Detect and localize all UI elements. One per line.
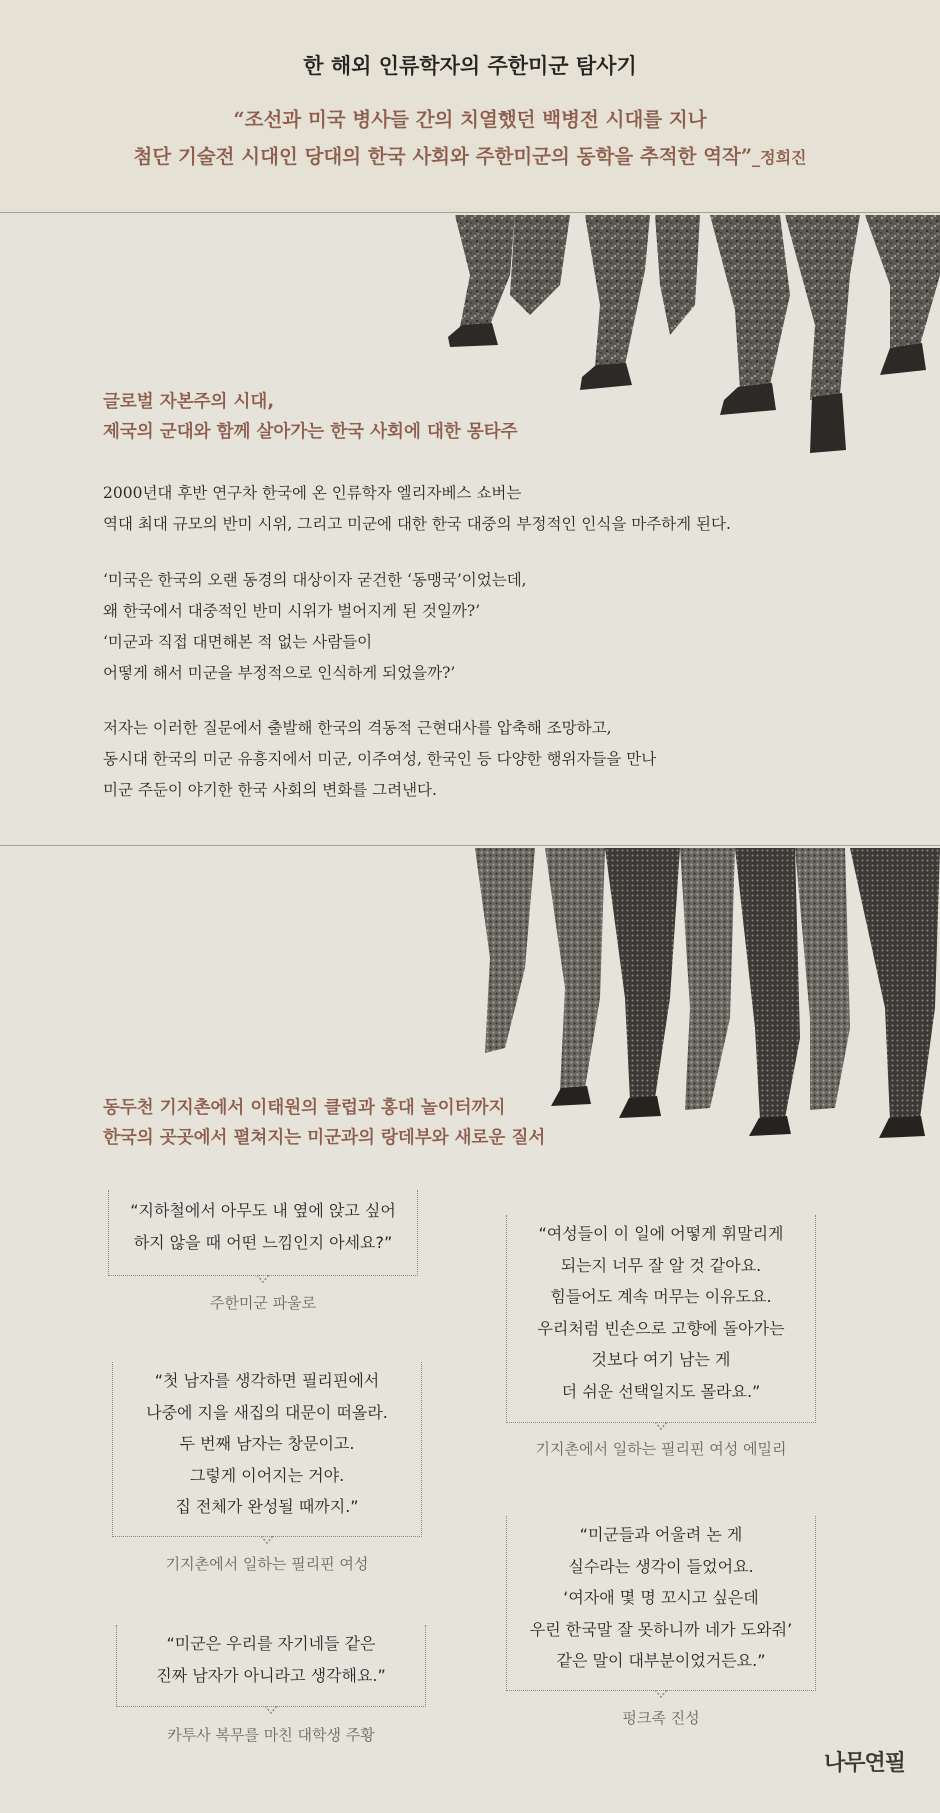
quote-speaker: 기지촌에서 일하는 필리핀 여성 <box>165 1555 369 1573</box>
quote-tail <box>257 1275 269 1283</box>
quote-line: “여성들이 이 일에 어떻게 휘말리게 <box>538 1224 784 1243</box>
intro-paragraph-2 <box>103 565 527 689</box>
quote-line: 하지 않을 때 어떤 느낌인지 아세요?” <box>133 1232 393 1252</box>
paragraph-line: 역대 최대 규모의 반미 시위, 그리고 미군에 대한 한국 대중의 부정적인 인식을 마주하게 된다. <box>103 515 731 533</box>
quotes-heading <box>103 1093 545 1153</box>
quote-line: 힘들어도 계속 머무는 이유도요. <box>550 1287 772 1306</box>
quote-line: ‘여자애 몇 명 꼬시고 싶은데 <box>563 1588 759 1607</box>
paragraph-line: 왜 한국에서 대중적인 반미 시위가 벌어지게 된 것일까?’ <box>103 602 481 620</box>
quote-speaker: 펑크족 진성 <box>622 1709 700 1727</box>
quote-line: 같은 말이 대부분이었거든요.” <box>556 1651 766 1670</box>
quote-line: “첫 남자를 생각하면 필리핀에서 <box>154 1371 380 1390</box>
quote-line: 더 쉬운 선택일지도 몰라요.” <box>561 1381 761 1401</box>
quote-line: 우린 한국말 잘 못하니까 네가 도와줘’ <box>529 1619 793 1639</box>
intro-heading <box>103 387 518 447</box>
section-divider <box>0 212 940 213</box>
quote-box <box>108 1190 418 1276</box>
paragraph-line: ‘미국은 한국의 오랜 동경의 대상이자 굳건한 ‘동맹국’이었는데, <box>103 571 527 589</box>
intro-heading-line-2: 제국의 군대와 함께 살아가는 한국 사회에 대한 몽타주 <box>103 422 518 442</box>
quote-box <box>112 1362 422 1537</box>
quote-line: 집 전체가 완성될 때까지.” <box>175 1497 359 1516</box>
quote-line: 우리처럼 빈손으로 고향에 돌아가는 <box>537 1318 785 1338</box>
endorsement-author: _정희진 <box>752 148 807 167</box>
intro-paragraph-3 <box>103 713 656 806</box>
quote-line: 나중에 지을 새집의 대문이 떠올라. <box>146 1402 388 1422</box>
paragraph-line: 어떻게 해서 미군을 부정적으로 인식하게 되었을까?’ <box>103 664 456 682</box>
quote-box <box>116 1625 426 1707</box>
quote-tail <box>265 1706 277 1714</box>
quotes-heading-line-1: 동두천 기지촌에서 이태원의 클럽과 홍대 놀이터까지 <box>103 1098 506 1118</box>
quote-tail <box>655 1690 667 1698</box>
quote-line: 실수라는 생각이 들었어요. <box>568 1556 754 1576</box>
quote-speaker: 주한미군 파울로 <box>209 1294 317 1312</box>
paragraph-line: 저자는 이러한 질문에서 출발해 한국의 격동적 근현대사를 압축해 조망하고, <box>103 719 612 737</box>
quote-line: 되는지 너무 잘 알 것 같아요. <box>560 1255 762 1275</box>
section-divider <box>0 845 940 846</box>
quote-box <box>506 1215 816 1423</box>
quote-tail <box>655 1422 667 1430</box>
paragraph-line: ‘미군과 직접 대면해본 적 없는 사람들이 <box>103 633 373 651</box>
intro-paragraph-1 <box>103 478 731 540</box>
quote-box <box>506 1516 816 1691</box>
paragraph-line: 동시대 한국의 미군 유흥지에서 미군, 이주여성, 한국인 등 다양한 행위자들을 만나 <box>103 750 657 768</box>
quote-line: “지하철에서 아무도 내 옆에 앉고 싶어 <box>130 1201 396 1220</box>
quote-line: 두 번째 남자는 창문이고. <box>179 1434 355 1453</box>
quote-line: “미군들과 어울려 논 게 <box>579 1525 743 1544</box>
quote-speaker: 기지촌에서 일하는 필리핀 여성 에밀리 <box>535 1440 787 1458</box>
quote-speaker: 카투사 복무를 마친 대학생 주황 <box>167 1726 375 1744</box>
quote-line: “미군은 우리를 자기네들 같은 <box>166 1634 376 1653</box>
intro-heading-line-1: 글로벌 자본주의 시대, <box>103 392 274 412</box>
quote-line: 그렇게 이어지는 거야. <box>189 1465 345 1485</box>
page-title: 한 해외 인류학자의 주한미군 탐사기 <box>303 54 637 78</box>
publisher-logo: 나무연필 <box>824 1751 906 1776</box>
paragraph-line: 2000년대 후반 연구차 한국에 온 인류학자 엘리자베스 쇼버는 <box>103 484 522 502</box>
quote-line: 진짜 남자가 아니라고 생각해요.” <box>156 1665 386 1685</box>
endorsement-quote-line-2 <box>0 141 940 169</box>
endorsement-quote-line-1: “조선과 미국 병사들 간의 치열했던 백병전 시대를 지나 <box>233 108 707 131</box>
paragraph-line: 미군 주둔이 야기한 한국 사회의 변화를 그려낸다. <box>103 781 437 799</box>
quote-tail <box>261 1536 273 1544</box>
endorsement-quote-text: 첨단 기술전 시대인 당대의 한국 사회와 주한미군의 동학을 추적한 역작” <box>133 145 753 168</box>
quote-line: 것보다 여기 남는 게 <box>591 1350 731 1369</box>
quotes-heading-line-2: 한국의 곳곳에서 펼쳐지는 미군과의 랑데부와 새로운 질서 <box>103 1128 546 1148</box>
